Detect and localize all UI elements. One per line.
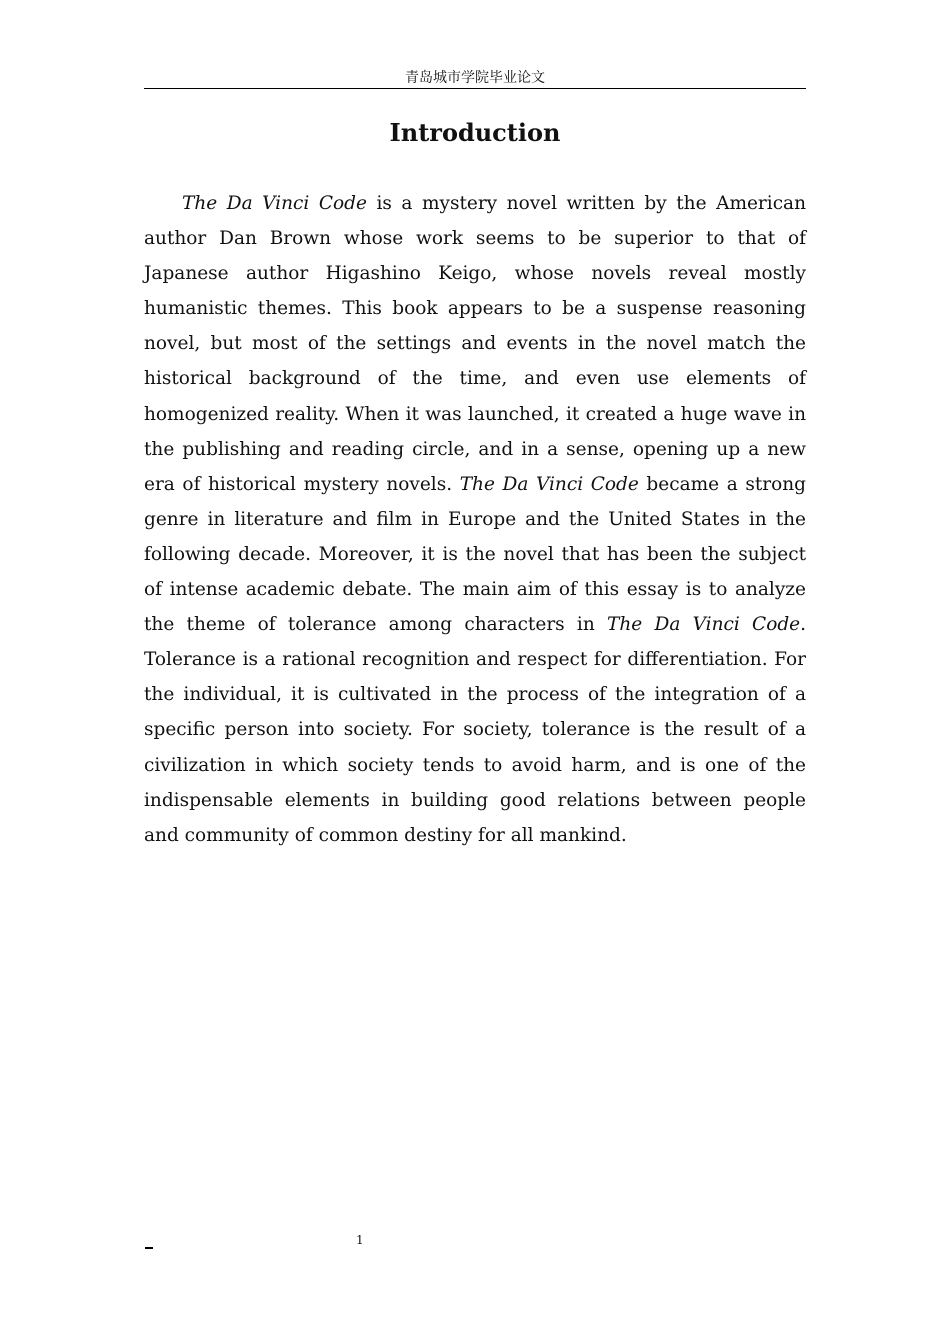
body-paragraph: [144, 186, 806, 853]
book-title-italic: The Da Vinci Code: [459, 473, 639, 495]
book-title-italic: The Da Vinci Code: [182, 193, 367, 214]
page-number: 1: [356, 1233, 364, 1247]
section-title: Introduction: [389, 118, 561, 147]
corner-mark: [145, 1247, 153, 1249]
paragraph-text: became a strong genre in literature and film in Europe and the United States in the following decade. Moreover, it is the novel that has been the subject of intense academic debate. The main aim of this essay is to analyze the theme of tolerance among characters in: [144, 473, 806, 636]
running-header: 青岛城市学院毕业论文: [144, 69, 806, 89]
paragraph-text: is a mystery novel written by the American author Dan Brown whose work seems to be superior to that of Japanese author Higashino Keigo, whose novels reveal mostly humanistic themes. This book appears to be a suspense reasoning novel, but most of the settings and events in the novel match the historical background of the time, and even use elements of homogenized reality. When it was launched, it created a huge wave in the publishing and reading circle, and in a sense, opening up a new era of historical mystery novels.: [144, 193, 806, 495]
book-title-italic: The Da Vinci Code: [607, 614, 801, 636]
paragraph-text: . Tolerance is a rational recognition and respect for differentiation. For the individual, it is cultivated in the process of the integration of a specific person into society. For society, tolerance is the result of a civilization in which society tends to avoid harm, and is one of the indispensable elements in building good relations between people and community of common destiny for all mankind.: [144, 614, 807, 846]
